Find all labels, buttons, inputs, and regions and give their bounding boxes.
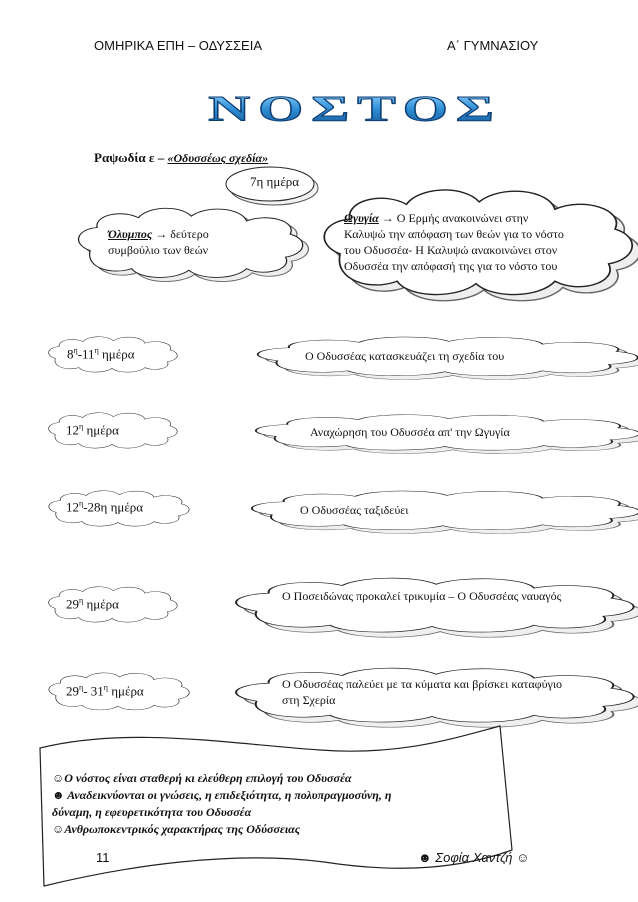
ogygia-arrow: → — [381, 211, 394, 225]
summary-line-3: ☺Ανθρωποκεντρικός χαρακτήρας της Οδύσσειας — [52, 822, 301, 836]
author: ☻ Σοφία Χαντζή ☺ — [418, 850, 530, 865]
nostos-logo: ΝΟΣΤΟΣ — [208, 89, 502, 129]
day-label-row-3: $12^\eta-28\eta$ ημέρα — [66, 499, 144, 515]
ogygia-place: Ωγυγία — [344, 211, 379, 225]
summary-line-1: ☺Ο νόστος είναι σταθερή κι ελεύθερη επιλογή του Οδυσσέα — [52, 771, 352, 785]
day-label-row-1: $8^\eta-11^\eta$ ημέρα — [67, 346, 135, 362]
event-row-5: Ο Οδυσσέας παλεύει με τα κύματα και βρίσκει καταφύγιο στη Σχερία — [282, 677, 563, 707]
summary-text — [52, 770, 402, 838]
day-label-row-2: $12^\eta$ ημέρα — [66, 422, 119, 438]
day-label-row-5: $29^\eta-$ $31^\eta$ ημέρα — [66, 683, 144, 699]
header-right: Α΄ ΓΥΜΝΑΣΙΟΥ — [447, 38, 539, 53]
ogygia-text — [344, 210, 566, 274]
rhapsody-label: Ραψωδία ε – — [94, 150, 165, 165]
olympus-place: Όλυμπος — [108, 227, 153, 241]
event-row-3: Ο Οδυσσέας ταξιδεύει — [300, 503, 409, 517]
olympus-description: δεύτερο συμβούλιο των θεών — [108, 227, 209, 257]
rhapsody-line — [94, 150, 268, 166]
olympus-arrow: → — [155, 227, 168, 241]
event-row-1: Ο Οδυσσέας κατασκευάζει τη σχεδία του — [305, 349, 505, 363]
summary-line-2: ☻ Αναδεικνύονται οι γνώσεις, η επιδεξιότητα, η πολυπραγμοσύνη, η δύναμη, η εφευρετικότητα του Οδυσσέα — [52, 788, 392, 819]
header-left: ΟΜΗΡΙΚΑ ΕΠΗ – ΟΔΥΣΣΕΙΑ — [94, 38, 263, 53]
page-number: 11 — [96, 850, 110, 865]
cloud-event-row-4 — [236, 578, 638, 637]
day-label-row-4: $29^\eta$ ημέρα — [66, 596, 119, 612]
event-row-2: Αναχώρηση του Οδυσσέα απ' την Ωγυγία — [310, 425, 510, 439]
olympus-text — [108, 226, 238, 258]
ogygia-description: Ο Ερμής ανακοινώνει στην Καλυψώ την απόφαση των θεών για το νόστο του Οδυσσέα- Η Καλυψώ ανακοινώνει στον Οδυσσέα την απόφασή της για το νόστο του — [344, 211, 564, 273]
rhapsody-title: «Οδυσσέως σχεδία» — [167, 151, 269, 165]
event-row-4: Ο Ποσειδώνας προκαλεί τρικυμία – Ο Οδυσσέας ναυαγός — [282, 589, 562, 603]
day7-label: 7η ημέρα — [250, 174, 300, 189]
